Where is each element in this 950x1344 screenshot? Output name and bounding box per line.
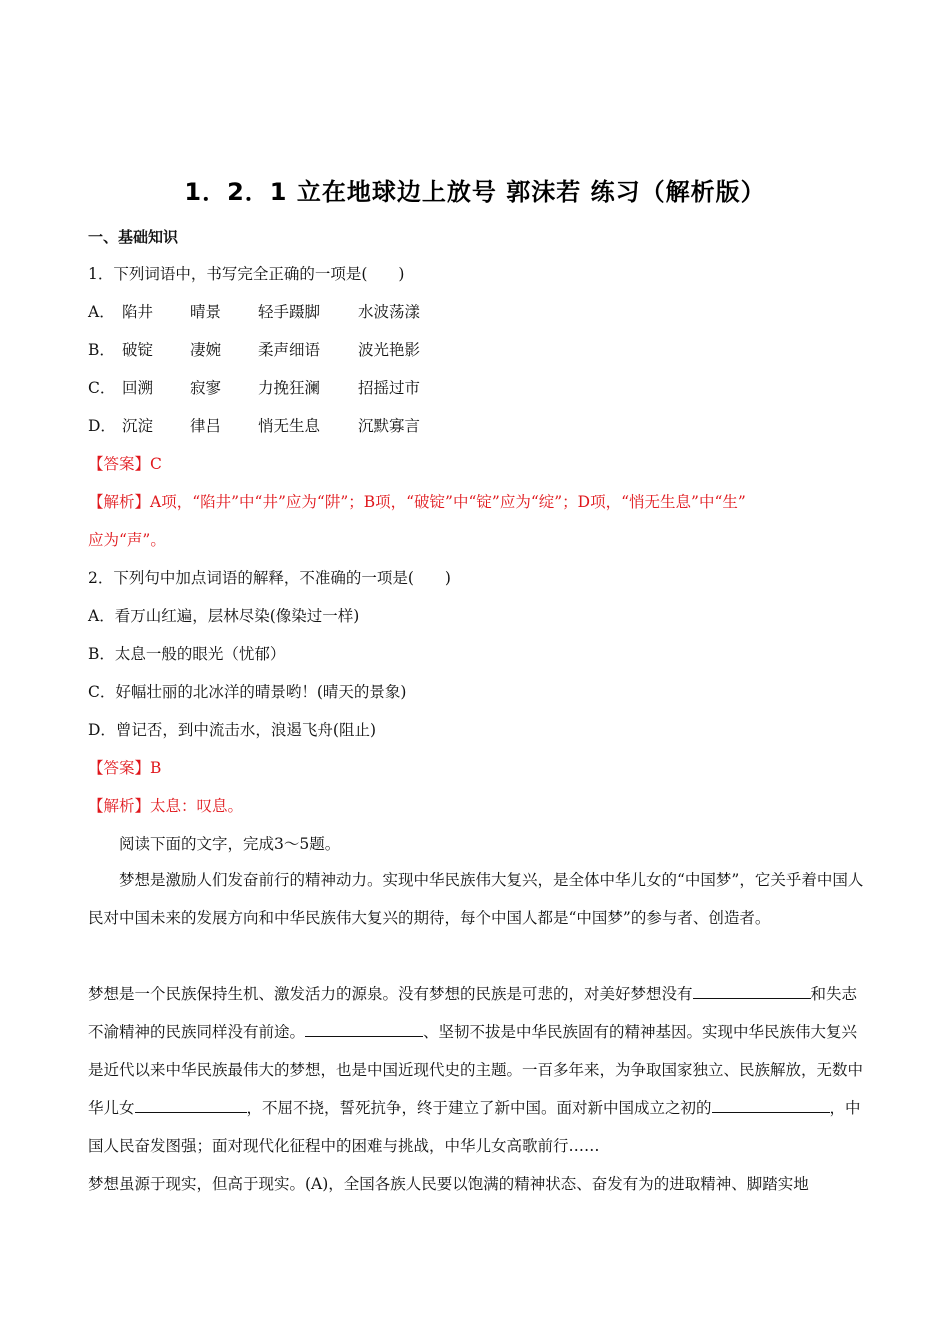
option-word: 悄无生息 [258,417,321,435]
option-word: 水波荡漾 [358,303,421,321]
question-1-analysis: 【解析】A项，“陷井”中“井”应为“阱”；B项，“破锭”中“锭”应为“绽”；D项，“悄无生息”中“生” [88,493,746,511]
fill-blank-1 [693,982,811,999]
question-1-option-c [88,376,420,398]
option-label: C． [88,379,116,397]
reading-intro: 阅读下面的文字，完成3～5题。 [119,835,341,853]
option-word: 力挽狂澜 [258,379,321,397]
question-1-option-d [88,414,420,436]
question-1-stem: 1．下列词语中，书写完全正确的一项是( ) [88,265,405,283]
reading-paragraph-3: 梦想虽源于现实，但高于现实。(A)，全国各族人民要以饱满的精神状态、奋发有为的进取精神、脚踏实地 [88,1175,809,1193]
option-label: D． [88,417,116,435]
option-word: 波光艳影 [358,341,421,359]
question-1-option-a [88,300,420,322]
question-2-option-b: B．太息一般的眼光（忧郁） [88,645,286,663]
question-1-analysis-cont: 应为“声”。 [88,531,166,549]
question-2-option-c: C．好幅壮丽的北冰洋的晴景哟！(晴天的景象) [88,683,407,701]
paragraph-text: 、坚韧不拔是中华民族固有的精神基因。实现中华民族伟大复兴是近代以来中华民族最伟大的梦想，也是中国近现代史的主题。一百多年来，为争取国家独立、民族解放，无数中华儿女 [88,1023,864,1117]
fill-blank-2 [305,1020,423,1037]
option-word: 沉默寡言 [358,417,421,435]
reading-paragraph-2 [88,975,866,1165]
section-heading: 一、基础知识 [88,228,179,246]
option-word: 回溯 [122,379,154,397]
fill-blank-3 [135,1096,247,1113]
question-1-answer: 【答案】C [88,455,162,473]
paragraph-text: ，不屈不挠，誓死抗争，终于建立了新中国。面对新中国成立之初的 [246,1099,712,1117]
question-2-answer: 【答案】B [88,759,162,777]
option-label: A． [88,303,115,321]
option-word: 轻手蹑脚 [258,303,321,321]
option-word: 破锭 [122,341,154,359]
option-word: 沉淀 [122,417,154,435]
option-word: 陷井 [122,303,154,321]
option-word: 律吕 [190,417,222,435]
paragraph-text: 和失志不渝精神的民族同样没有前途。 [88,985,858,1041]
reading-paragraph-1: 梦想是激励人们发奋前行的精神动力。实现中华民族伟大复兴，是全体中华儿女的“中国梦”，它关乎着中国人民对中国未来的发展方向和中华民族伟大复兴的期待，每个中国人都是“中国梦”的参与者、创造者。 [88,871,864,927]
paragraph-text: 梦想是一个民族保持生机、激发活力的源泉。没有梦想的民族是可悲的，对美好梦想没有 [88,985,693,1003]
paragraph-text: ，中国人民奋发图强；面对现代化征程中的困难与挑战，中华儿女高歌前行…… [88,1099,861,1155]
option-word: 寂寥 [190,379,222,397]
page-title: 1．2．1 立在地球边上放号 郭沫若 练习（解析版） [184,178,766,206]
option-word: 凄婉 [190,341,222,359]
question-2-analysis: 【解析】太息：叹息。 [88,797,244,815]
question-2-option-a: A．看万山红遍，层林尽染(像染过一样) [88,607,360,625]
question-2-option-d: D．曾记否，到中流击水，浪遏飞舟(阻止) [88,721,377,739]
option-label: B． [88,341,115,359]
question-2-stem: 2．下列句中加点词语的解释，不准确的一项是( ) [88,569,451,587]
option-word: 招摇过市 [358,379,421,397]
option-word: 晴景 [190,303,222,321]
question-1-option-b [88,338,420,360]
fill-blank-4 [712,1096,830,1113]
option-word: 柔声细语 [258,341,321,359]
